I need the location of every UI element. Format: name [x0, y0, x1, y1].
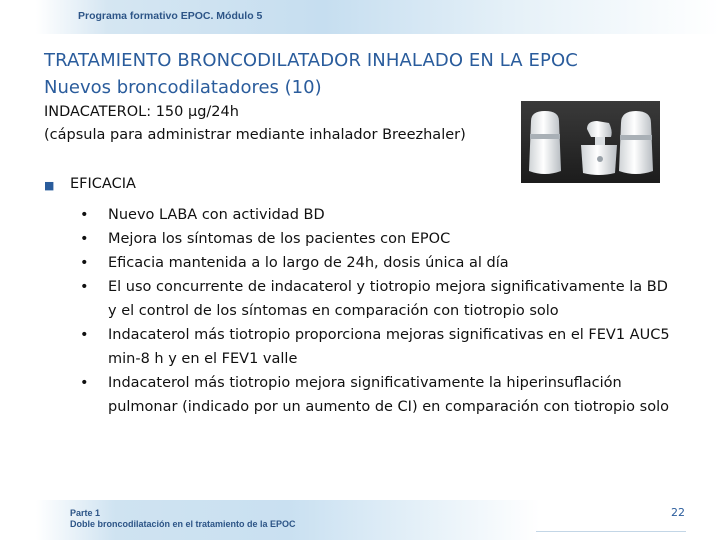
- footer-divider: [536, 531, 686, 532]
- bullet-dot-icon: •: [80, 255, 89, 271]
- slide-title: TRATAMIENTO BRONCODILATADOR INHALADO EN LA EPOC: [44, 50, 578, 71]
- bullet-dot-icon: •: [80, 327, 89, 343]
- list-item: [80, 203, 680, 227]
- inhaler-illustration: [521, 101, 660, 183]
- page-number: 22: [671, 506, 685, 519]
- inhaler-photo: [521, 101, 660, 183]
- bullet-dot-icon: •: [80, 279, 89, 295]
- list-item: [80, 251, 680, 275]
- list-item: [80, 371, 680, 419]
- list-item: [80, 227, 680, 251]
- list-item-text: Indacaterol más tiotropio proporciona mejoras significativas en el FEV1 AUC5 min-8 h y en el FEV1 valle: [108, 327, 670, 367]
- bullet-dot-icon: •: [80, 207, 89, 223]
- bullet-dot-icon: •: [80, 231, 89, 247]
- footer-part: Parte 1: [70, 508, 101, 518]
- list-item: [80, 323, 680, 371]
- list-item-text: Eficacia mantenida a lo largo de 24h, dosis única al día: [108, 255, 509, 271]
- bullet-dot-icon: •: [80, 375, 89, 391]
- list-item: [80, 275, 680, 323]
- slide-subtitle: Nuevos broncodilatadores (10): [44, 77, 322, 98]
- square-bullet-icon: ■: [44, 179, 55, 192]
- list-item-text: Mejora los síntomas de los pacientes con EPOC: [108, 231, 451, 247]
- program-title: Programa formativo EPOC. Módulo 5: [78, 10, 263, 22]
- list-item-text: Indacaterol más tiotropio mejora significativamente la hiperinsuflación pulmonar (indicado por un aumento de CI) en comparación con tiotropio solo: [108, 375, 669, 415]
- efficacy-list: [80, 203, 680, 419]
- list-item-text: Nuevo LABA con actividad BD: [108, 207, 325, 223]
- list-item-text: El uso concurrente de indacaterol y tiotropio mejora significativamente la BD y el control de los síntomas en comparación con tiotropio solo: [108, 279, 668, 319]
- section-heading: EFICACIA: [70, 176, 136, 192]
- drug-note: (cápsula para administrar mediante inhalador Breezhaler): [44, 127, 466, 143]
- drug-dose: INDACATEROL: 150 μg/24h: [44, 104, 239, 120]
- footer-subtitle: Doble broncodilatación en el tratamiento de la EPOC: [70, 519, 296, 529]
